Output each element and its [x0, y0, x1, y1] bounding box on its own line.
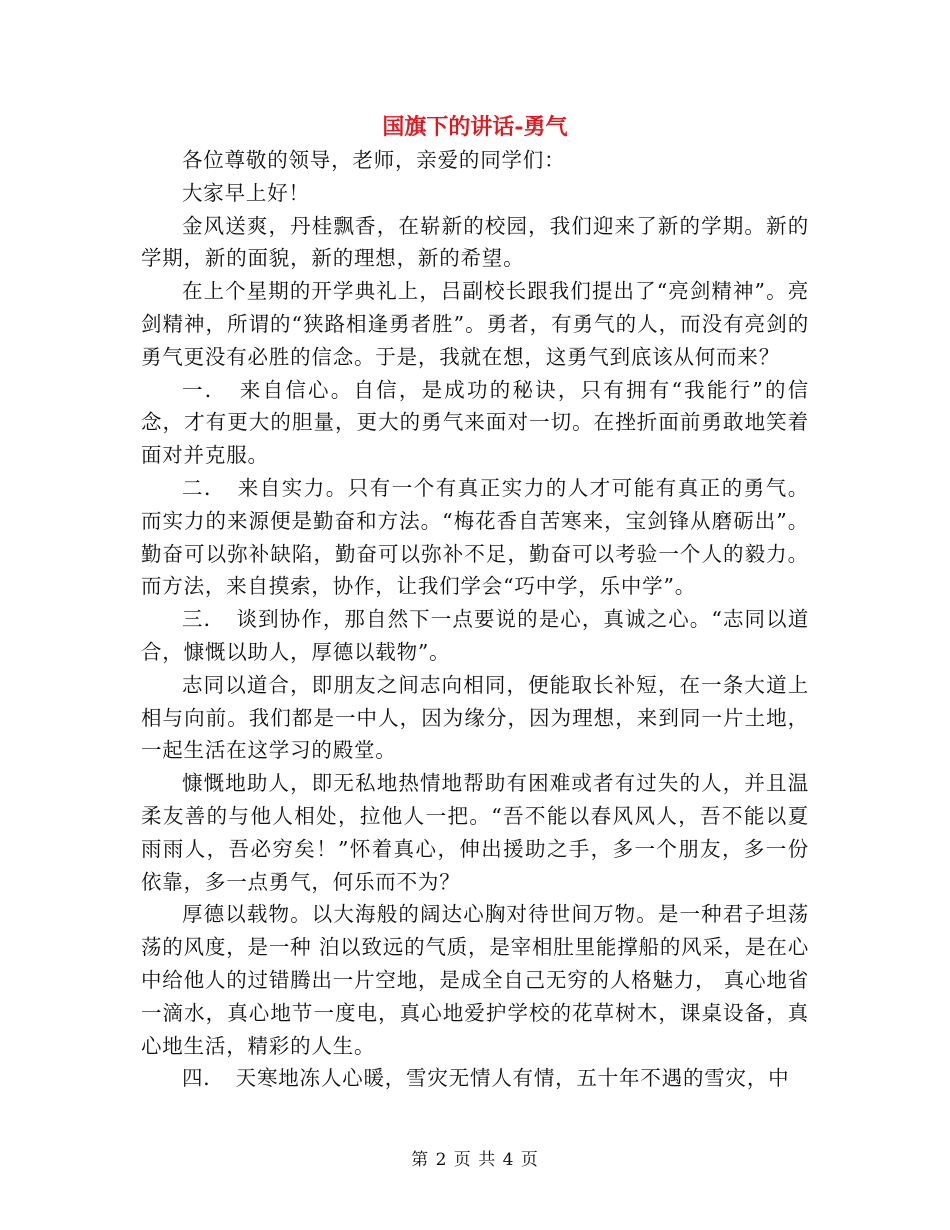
- document-title: 国旗下的讲话-勇气: [382, 114, 568, 140]
- paragraph: 志同以道合，即朋友之间志向相同，便能取长补短，在一条大道上相与向前。我们都是一中人，因为缘分，因为理想，来到同一片土地，一起生活在这学习的殿堂。: [141, 672, 809, 763]
- paragraph: 慷慨地助人，即无私地热情地帮助有困难或者有过失的人，并且温柔友善的与他人相处，拉他人一把。“吾不能以春风风人，吾不能以夏雨雨人，吾必穷矣！”怀着真心，伸出援助之手，多一个朋友，多一份依靠，多一点勇气，何乐而不为？: [141, 771, 809, 894]
- paragraph: 二． 来自实力。只有一个有真正实力的人才可能有真正的勇气。而实力的来源便是勤奋和方法。“梅花香自苦寒来，宝剑锋从磨砺出”。勤奋可以弥补缺陷，勤奋可以弥补不足，勤奋可以考验一个人的毅力。而方法，来自摸索，协作，让我们学会“巧中学，乐中学”。: [141, 475, 809, 599]
- page-footer: 第 2 页 共 4 页: [411, 1150, 539, 1170]
- paragraph: 一． 来自信心。自信，是成功的秘诀，只有拥有“我能行”的信念，才有更大的胆量，更大的勇气来面对一切。在挫折面前勇敢地笑着面对并克服。: [141, 377, 809, 468]
- paragraph: 在上个星期的开学典礼上，吕副校长跟我们提出了“亮剑精神”。亮剑精神，所谓的“狭路相逢勇者胜”。勇者，有勇气的人，而没有亮剑的勇气更没有必胜的信念。于是，我就在想，这勇气到底该从何而来？: [141, 279, 809, 369]
- paragraph: 厚德以载物。以大海般的阔达心胸对待世间万物。是一种君子坦荡荡的风度，是一种 泊以致远的气质，是宰相肚里能撑船的风采，是在心中给他人的过错腾出一片空地，是成全自己无穷的人格魅力， 真心地省一滴水，真心地节一度电，真心地爱护学校的花草树木，课桌设备，真心地生活，精彩的人生。: [141, 902, 809, 1058]
- paragraph-salutation: 各位尊敬的领导，老师，亲爱的同学们：: [182, 148, 566, 172]
- paragraph: 四． 天寒地冻人心暖，雪灾无情人有情，五十年不遇的雪灾，中: [182, 1066, 790, 1091]
- paragraph: 金风送爽，丹桂飘香，在崭新的校园，我们迎来了新的学期。新的学期，新的面貌，新的理想，新的希望。: [141, 213, 809, 271]
- paragraph: 三． 谈到协作，那自然下一点要说的是心，真诚之心。“志同以道合，慷慨以助人，厚德以载物”。: [141, 607, 809, 664]
- paragraph-greeting: 大家早上好！: [182, 180, 310, 205]
- document-body: [141, 144, 809, 1095]
